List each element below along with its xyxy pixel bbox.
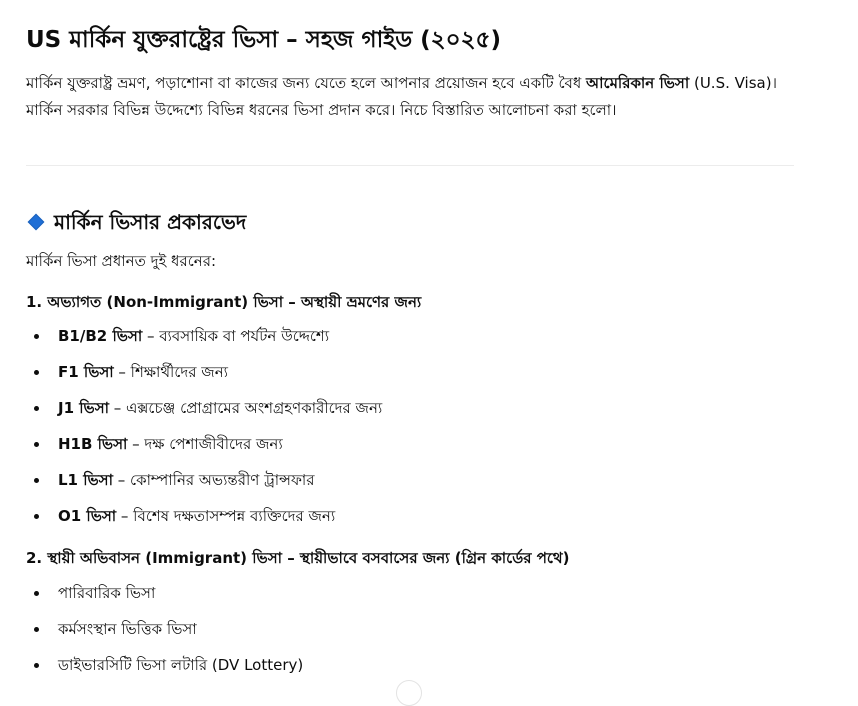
intro-paragraph <box>26 70 801 124</box>
immigrant-visa-list <box>26 579 303 687</box>
list-item <box>26 466 382 502</box>
list-item <box>26 579 303 615</box>
visa-code: F1 ভিসা <box>58 363 114 381</box>
list-item <box>26 651 303 687</box>
bullet-icon <box>34 514 39 519</box>
list-item <box>26 394 382 430</box>
bullet-icon <box>34 442 39 447</box>
visa-code: H1B ভিসা <box>58 435 128 453</box>
bullet-icon <box>34 591 39 596</box>
list-item <box>26 322 382 358</box>
visa-code: B1/B2 ভিসা <box>58 327 143 345</box>
section-heading <box>26 207 246 237</box>
visa-desc: – শিক্ষার্থীদের জন্য <box>113 363 228 381</box>
visa-code: L1 ভিসা <box>58 471 113 489</box>
list-item <box>26 430 382 466</box>
list-item <box>26 502 382 538</box>
intro-text-before: মার্কিন যুক্তরাষ্ট্র ভ্রমণ, পড়াশোনা বা কাজের জন্য যেতে হলে আপনার প্রয়োজন হবে একটি বৈধ <box>26 74 587 92</box>
section-divider <box>26 165 794 166</box>
visa-desc: ডাইভারসিটি ভিসা লটারি (DV Lottery) <box>58 656 304 674</box>
visa-desc: পারিবারিক ভিসা <box>58 584 156 602</box>
visa-desc: – ব্যবসায়িক বা পর্যটন উদ্দেশ্যে <box>142 327 330 345</box>
visa-desc: – এক্সচেঞ্জ প্রোগ্রামের অংশগ্রহণকারীদের জন্য <box>108 399 383 417</box>
non-immigrant-visa-list <box>26 322 382 538</box>
scroll-down-button[interactable] <box>396 680 422 706</box>
bullet-icon <box>34 478 39 483</box>
intro-text-after: (U.S. Visa)। মার্কিন সরকার বিভিন্ন উদ্দেশ্যে বিভিন্ন ধরনের ভিসা প্রদান করে। নিচে বিস্তারিত আলোচনা করা হলো। <box>26 74 777 119</box>
visa-desc: – কোম্পানির অভ্যন্তরীণ ট্রান্সফার <box>112 471 315 489</box>
section-lead: মার্কিন ভিসা প্রধানত দুই ধরনের: <box>26 252 217 270</box>
visa-desc: – দক্ষ পেশাজীবীদের জন্য <box>127 435 283 453</box>
bullet-icon <box>34 663 39 668</box>
bullet-icon <box>34 334 39 339</box>
visa-desc: কর্মসংস্থান ভিত্তিক ভিসা <box>58 620 197 638</box>
visa-desc: – বিশেষ দক্ষতাসম্পন্ন ব্যক্তিদের জন্য <box>116 507 336 525</box>
visa-code: O1 ভিসা <box>58 507 117 525</box>
group-title-immigrant: 2. স্থায়ী অভিবাসন (Immigrant) ভিসা – স্থায়ীভাবে বসবাসের জন্য (গ্রিন কার্ডের পথে) <box>26 549 570 567</box>
intro-bold-term: আমেরিকান ভিসা <box>586 74 690 92</box>
bullet-icon <box>34 627 39 632</box>
visa-code: J1 ভিসা <box>58 399 109 417</box>
section-heading-text: মার্কিন ভিসার প্রকারভেদ <box>54 210 247 234</box>
list-item <box>26 615 303 651</box>
blue-diamond-icon <box>28 214 45 231</box>
group-title-non-immigrant: 1. অভ্যাগত (Non-Immigrant) ভিসা – অস্থায়ী ভ্রমণের জন্য <box>26 293 422 311</box>
bullet-icon <box>34 406 39 411</box>
bullet-icon <box>34 370 39 375</box>
page-title: US মার্কিন যুক্তরাষ্ট্রের ভিসা – সহজ গাইড (২০২৫) <box>26 27 501 53</box>
list-item <box>26 358 382 394</box>
